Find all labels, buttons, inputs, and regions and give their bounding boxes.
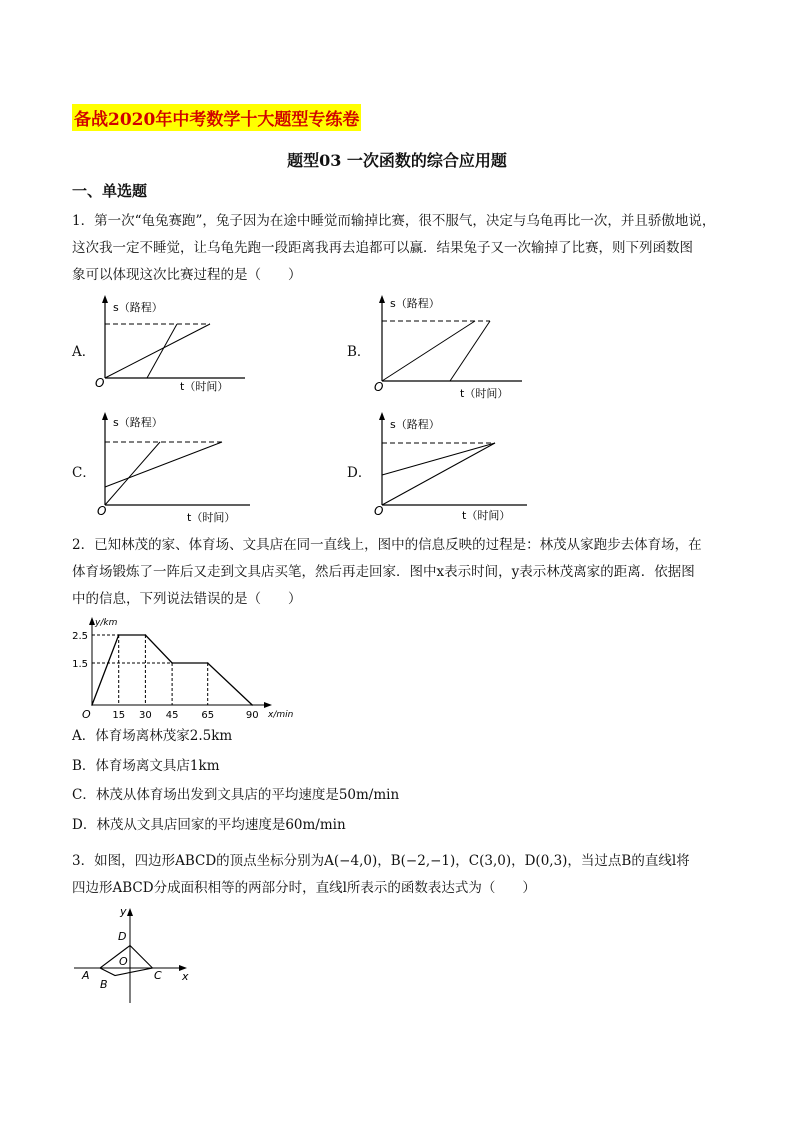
y-tick-2.5: 2.5 (72, 631, 88, 642)
q3-quadrilateral-figure (72, 903, 197, 1008)
q1-graph-a-xlabel: t（时间） (180, 380, 229, 393)
q3-label-a: A (82, 969, 90, 982)
x-tick-90: 90 (245, 710, 259, 721)
q1-option-a-label: A． (72, 344, 96, 360)
q3-label-x: x (182, 970, 189, 983)
question-2-line-3: 中的信息，下列说法错误的是（ ） (72, 591, 302, 607)
q1-graph-b-xlabel: t（时间） (460, 387, 509, 400)
q1-graph-a-origin: O (95, 376, 105, 390)
data-point-3 (171, 662, 173, 664)
q2-option-c: C．林茂从体育场出发到文具店的平均速度是50m/min (72, 787, 400, 803)
question-2-line-1: 2．已知林茂的家、体育场、文具店在同一直线上，图中的信息反映的过程是：林茂从家跑步去体育场，在 (72, 537, 702, 553)
page-title: 题型03 一次函数的综合应用题 (287, 151, 507, 170)
q3-label-o: O (119, 955, 128, 968)
q1-graph-b-origin: O (374, 380, 384, 394)
question-2-line-2: 体育场锻炼了一阵后又走到文具店买笔，然后再走回家．图中x表示时间，y表示林茂离家的距离．依据图 (72, 564, 695, 580)
section-heading: 一、单选题 (72, 182, 148, 200)
data-point-1 (118, 634, 120, 636)
y-axis-label: y/km (95, 618, 118, 628)
q1-option-d-label: D． (347, 465, 372, 481)
q1-graph-b-ylabel: s（路程） (390, 297, 440, 310)
x-tick-30: 30 (139, 710, 152, 721)
x-tick-15: 15 (112, 710, 126, 721)
q1-graph-d-xlabel: t（时间） (462, 509, 511, 522)
q3-label-b: B (100, 978, 108, 991)
q1-graph-c-origin: O (97, 504, 107, 518)
data-point-5 (251, 704, 253, 706)
question-1-line-1: 1．第一次“龟兔赛跑”，兔子因为在途中睡觉而输掉比赛，很不服气，决定与乌龟再比一次，并且骄傲地说， (72, 213, 716, 229)
exam-banner: 备战2020年中考数学十大题型专练卷 (72, 104, 361, 131)
q2-distance-time-chart (70, 615, 294, 725)
q1-graph-c (95, 410, 265, 525)
q1-graph-a-ylabel: s（路程） (113, 301, 163, 314)
data-point-0 (91, 704, 93, 706)
q1-graph-d-ylabel: s（路程） (390, 418, 440, 431)
y-tick-1.5: 1.5 (72, 659, 88, 670)
q3-label-d: D (118, 930, 127, 943)
q2-option-d: D．林茂从文具店回家的平均速度是60m/min (72, 816, 346, 833)
x-axis-label: x/min (268, 710, 294, 720)
data-point-2 (145, 634, 147, 636)
q1-graph-c-xlabel: t（时间） (187, 511, 236, 524)
q1-option-c-label: C． (72, 465, 96, 481)
q1-graph-d-origin: O (374, 504, 384, 518)
q2-option-b: B．体育场离文具店1km (72, 757, 220, 774)
x-tick-45: 45 (165, 710, 179, 721)
question-3-line-1: 3．如图，四边形ABCD的顶点坐标分别为A(−4,0)，B(−2,−1)，C(3,0)，D(0,3)，当过点B的直线l将 (72, 853, 690, 869)
question-2 (72, 532, 732, 613)
data-point-4 (207, 662, 209, 664)
question-3 (72, 848, 732, 902)
question-1-line-2: 这次我一定不睡觉，让乌龟先跑一段距离我再去追都可以赢．结果兔子又一次输掉了比赛，则下列函数图 (72, 240, 693, 256)
origin-label: O (82, 708, 91, 721)
q1-graph-b (372, 293, 542, 403)
q1-graph-c-ylabel: s（路程） (113, 416, 163, 429)
question-3-line-2: 四边形ABCD分成面积相等的两部分时，直线l所表示的函数表达式为（ ） (72, 880, 536, 896)
q2-option-a: A．体育场离林茂家2.5km (72, 728, 233, 744)
question-1 (72, 208, 732, 289)
x-axis-arrow (264, 702, 272, 708)
x-tick-65: 65 (201, 710, 215, 721)
question-2-options (72, 722, 732, 840)
q1-graph-d (372, 410, 542, 525)
q1-graph-a (95, 293, 265, 393)
question-1-line-3: 象可以体现这次比赛过程的是（ ） (72, 267, 302, 283)
q3-label-y: y (120, 905, 127, 918)
q3-label-c: C (154, 969, 162, 982)
q1-option-b-label: B． (347, 344, 371, 360)
